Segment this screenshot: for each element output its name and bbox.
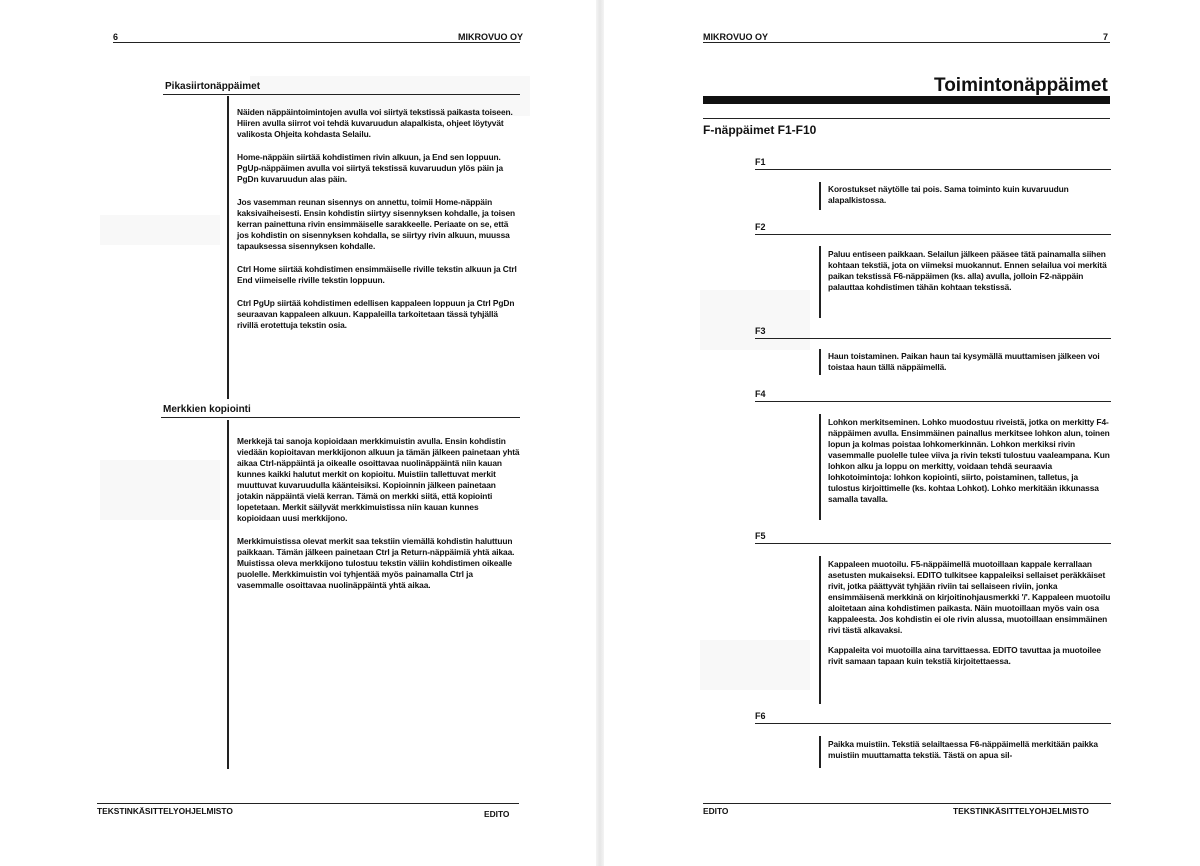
page-number: 7 bbox=[1103, 32, 1109, 42]
paragraph: Jos vasemman reunan sisennys on annettu, toimii Home-näppäin kaksivaiheisesti. Ensin kohdistin siirtyy sisennyksen kohdalle, ja toisen kerran painettuna rivin ensimmäiselle sarakkeelle. Periaate on se, että jos kohdistin on sisennyksen kohdalla, se siirtyy rivin alkuun, muussa tapauksessa sisennyksen kohdalle. bbox=[237, 197, 516, 251]
fkey-label-f4: F4 bbox=[755, 389, 766, 399]
fkey-rule bbox=[755, 543, 1111, 544]
section-heading-pikasiirto: Pikasiirtonäppäimet bbox=[165, 81, 261, 92]
fkey-desc-f6 bbox=[828, 739, 1112, 770]
paragraph: Paluu entiseen paikkaan. Selailun jälkeen pääsee tätä painamalla siihen kohtaan tekstiä, jota on viimeksi muokannut. Ennen selailua voi merkitä paikan tekstissä F6-näppäimen (ks. alla) avulla, jolloin F2-näppäin palauttaa kohdistimen tähän kohtaan tekstissä. bbox=[828, 249, 1107, 292]
footer-brand: EDITO bbox=[703, 806, 729, 816]
right-page bbox=[600, 0, 1200, 866]
footer-rule bbox=[97, 803, 519, 804]
show-through-ghost bbox=[100, 215, 220, 245]
header-rule bbox=[113, 42, 520, 43]
subsection-rule bbox=[703, 118, 1110, 119]
fkey-label-f1: F1 bbox=[755, 157, 766, 167]
fkey-label-f6: F6 bbox=[755, 711, 766, 721]
show-through-ghost bbox=[700, 290, 810, 350]
section-rule bbox=[161, 417, 520, 418]
page-title: Toimintonäppäimet bbox=[934, 75, 1108, 96]
fkey-rule bbox=[755, 723, 1111, 724]
paragraph: Ctrl PgUp siirtää kohdistimen edellisen kappaleen loppuun ja Ctrl PgDn seuraavan kappaleen alkuun. Kappaleilla tarkoitetaan tässä tyhjällä rivillä erotettuja tekstin osia. bbox=[237, 298, 515, 330]
show-through-ghost bbox=[700, 640, 810, 690]
header-rule bbox=[703, 42, 1110, 43]
fkey-desc-f2 bbox=[828, 249, 1112, 302]
show-through-ghost bbox=[100, 460, 220, 520]
fkey-label-f3: F3 bbox=[755, 326, 766, 336]
paragraph: Haun toistaminen. Paikan haun tai kysymällä muuttamisen jälkeen voi toistaa haun tällä näppäimellä. bbox=[828, 351, 1100, 372]
paragraph: Korostukset näytölle tai pois. Sama toiminto kuin kuvaruudun alapalkistossa. bbox=[828, 184, 1069, 205]
section-body-pikasiirto bbox=[237, 107, 521, 343]
fkey-label-f5: F5 bbox=[755, 531, 766, 541]
paragraph: Kappaleen muotoilu. F5-näppäimellä muotoillaan kappale kerrallaan asetusten mukaiseksi. EDITO tulkitsee kappaleiksi sellaiset peräkkäiset rivit, jotka päättyvät tyhjään riviin tai sellaiseen riviin, jonka ensimmäisenä merkkinä on kirjoitinohjausmerkki '/'. Kappaleen muotoilu aloitetaan aina kohdistimen paikasta. Näin muotoillaan myös vain osa kappaleesta. Jos kohdistin ei ole rivin alussa, muotoillaan ensimmäinen rivi tästä alkavaksi. bbox=[828, 559, 1111, 635]
fkey-rule bbox=[755, 338, 1111, 339]
paragraph: Lohkon merkitseminen. Lohko muodostuu riveistä, jotka on merkitty F4-näppäimen avulla. Ensimmäinen painallus merkitsee lohkon alun, toinen lopun ja kolmas poistaa lohkomerkinnän. Lohkon merkiksi rivin vasemmalle puolelle tulee viiva ja rivin teksti tulostuu vaaleampana. Kun lohkon alku ja loppu on merkitty, voidaan tehdä seuraavia lohkotoimintoja: lohkon kopiointi, siirto, poistaminen, talletus, ja tulostus kirjoittimelle (ks. kohtaa Lohkot). Lohko merkitään ikkunassa samalla tavalla. bbox=[828, 417, 1110, 504]
subsection-heading: F-näppäimet F1-F10 bbox=[703, 123, 817, 137]
page-number: 6 bbox=[113, 32, 119, 42]
section-heading-kopiointi: Merkkien kopiointi bbox=[163, 404, 251, 415]
footer-title: TEKSTINKÄSITTELYOHJELMISTO bbox=[953, 806, 1089, 816]
section-body-kopiointi bbox=[237, 436, 521, 603]
fkey-rule bbox=[755, 169, 1111, 170]
fkey-margin-bar bbox=[819, 349, 821, 375]
fkey-margin-bar bbox=[819, 556, 821, 704]
paragraph: Ctrl Home siirtää kohdistimen ensimmäiselle riville tekstin alkuun ja Ctrl End viimeiselle riville tekstin loppuun. bbox=[237, 264, 517, 285]
section-margin-bar bbox=[227, 420, 229, 769]
fkey-rule bbox=[755, 234, 1111, 235]
paragraph: Merkkimuistissa olevat merkit saa tekstiin viemällä kohdistin haluttuun paikkaan. Tämän jälkeen painetaan Ctrl ja Return-näppäimiä yhtä aikaa. Muistissa oleva merkkijono tulostuu tekstin väliin kohdistimen oikealle puolelle. Merkkimuistin voi tyhjentää myös painamalla Ctrl ja vasemmalle osoittavaa nuolinäppäintä yhtä aikaa. bbox=[237, 536, 515, 590]
fkey-desc-f4 bbox=[828, 417, 1112, 514]
running-header: MIKROVUO OY bbox=[703, 32, 769, 42]
paragraph: Home-näppäin siirtää kohdistimen rivin alkuun, ja End sen loppuun. PgUp-näppäimen avulla voi siirtyä tekstissä kuvaruudun ylös päin ja PgDn kuvaruudun alas päin. bbox=[237, 152, 504, 184]
fkey-margin-bar bbox=[819, 736, 821, 768]
footer-title: TEKSTINKÄSITTELYOHJELMISTO bbox=[97, 806, 233, 816]
paragraph: Näiden näppäintoimintojen avulla voi siirtyä tekstissä paikasta toiseen. Hiiren avulla siirrot voi tehdä kuvaruudun alapalkista, ohjeet löytyvät valikosta Ohjeita kohdasta Selailu. bbox=[237, 107, 513, 139]
footer-brand: EDITO bbox=[484, 809, 510, 819]
fkey-desc-f1 bbox=[828, 184, 1112, 215]
section-margin-bar bbox=[227, 96, 229, 399]
fkey-margin-bar bbox=[819, 246, 821, 318]
fkey-margin-bar bbox=[819, 414, 821, 520]
fkey-margin-bar bbox=[819, 182, 821, 210]
running-header: MIKROVUO OY bbox=[458, 32, 524, 42]
paragraph: Kappaleita voi muotoilla aina tarvittaessa. EDITO tavuttaa ja muotoilee rivit samaan tapaan kuin tekstiä kirjoitettaessa. bbox=[828, 645, 1101, 666]
paragraph: Paikka muistiin. Tekstiä selailtaessa F6-näppäimellä merkitään paikka muistiin muuttamatta tekstiä. Tästä on apua sil- bbox=[828, 739, 1098, 760]
fkey-desc-f3 bbox=[828, 351, 1112, 382]
fkey-rule bbox=[755, 401, 1111, 402]
paragraph: Merkkejä tai sanoja kopioidaan merkkimuistin avulla. Ensin kohdistin viedään kopioitavan merkkijonon alkuun ja tämän jälkeen painetaan yhtä aikaa Ctrl-näppäintä ja oikealle osoittavaa nuolinäppäintä niin kauan kunnes kaikki halutut merkit on kopioitu. Muistiin tallettuvat merkit muuttuvat kuvaruudulla käänteisiksi. Kopioinnin jälkeen painetaan jotakin näppäintä vielä kerran. Tämä on merkki siitä, että kopiointi lopetetaan. Merkit säilyvät merkkimuistissa niin kauan kunnes kopioidaan uusi merkkijono. bbox=[237, 436, 520, 523]
fkey-label-f2: F2 bbox=[755, 222, 766, 232]
footer-rule bbox=[703, 803, 1111, 804]
fkey-desc-f5 bbox=[828, 559, 1112, 676]
section-rule bbox=[163, 94, 520, 95]
title-bar bbox=[703, 96, 1110, 104]
